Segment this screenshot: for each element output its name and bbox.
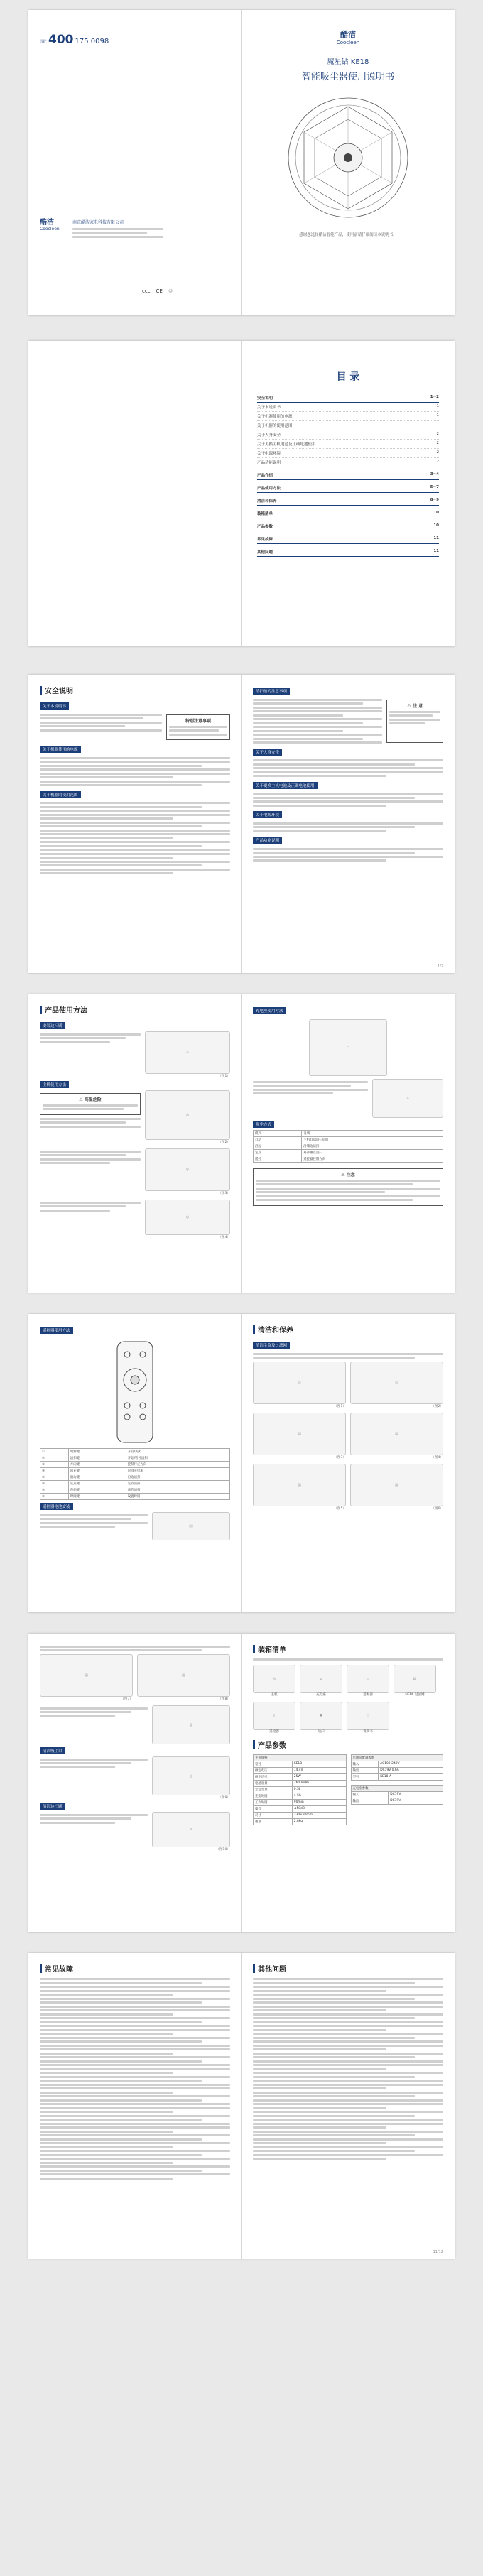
table-row: ⑧ 时间键 设置时间 <box>40 1494 230 1500</box>
toc-item[interactable]: 关于电源环境 2 <box>257 449 439 458</box>
remote-cleaning-spread <box>28 1314 455 1612</box>
warning-icon: ⚠ <box>341 1173 345 1178</box>
ccc-mark: ccc <box>142 288 151 294</box>
page-number: 1/2 <box>437 964 443 969</box>
table-row: 沿边 沿墙边清扫 <box>254 1143 443 1150</box>
sub-heading: 关于本说明书 <box>40 702 69 710</box>
table-row: ⑤ 沿边键 沿边清扫 <box>40 1474 230 1481</box>
other-questions-page <box>242 1953 455 2259</box>
sub-heading: 产品功能说明 <box>253 837 282 844</box>
sub-heading: 遥控器电池安装 <box>40 1503 73 1510</box>
safety-spread <box>28 675 455 973</box>
remote-icon: ▯ <box>253 1702 295 1730</box>
hotline-number: 175 0098 <box>75 38 109 45</box>
recycle-icon: ♲ <box>168 288 173 294</box>
ce-mark: CE <box>156 288 163 294</box>
charging-dock-diagram: ▭ <box>309 1019 387 1076</box>
table-row: 额定电压 14.4V <box>254 1767 347 1773</box>
toc-item[interactable]: 关于机器使用的电源 1 <box>257 412 439 421</box>
clean-mode-table: 模式 说明 自动 主机自动清扫房间 沿边 沿墙边清扫 定点 局部重点清扫 遥控 遥控器控制方向 <box>253 1130 443 1163</box>
notice-box: ⚠ 注意 <box>253 1168 443 1206</box>
sub-heading: 关于更换主机电池及正确电池使用 <box>253 782 318 789</box>
warning-icon: ⚠ <box>406 703 412 709</box>
table-row: ⑦ 预约键 预约清扫 <box>40 1487 230 1494</box>
sub-heading: 清洁尘盒及过滤网 <box>253 1342 290 1349</box>
sub-heading: 清洁边扫刷 <box>40 1803 65 1810</box>
table-row: 噪音 ≤58dB <box>254 1805 347 1812</box>
toc-item[interactable]: 关于人身安全 2 <box>257 430 439 440</box>
toc-item[interactable]: 关于更换主机电池及正确电池使用 2 <box>257 440 439 449</box>
section-header: 装箱清单 <box>253 1643 443 1654</box>
toc-item[interactable]: 装箱清单 10 <box>257 509 439 518</box>
usage-page-left: 产品使用方法 安装边扫刷 ⌀ （图1） 主机使用方法 ⚠ 高温危险 ◎ （图2） ◎ （图3） ◎ （图4） <box>28 994 242 1293</box>
brush-icon: ✱ <box>300 1702 342 1730</box>
toc-title: 目 录 <box>336 371 360 383</box>
dock-spec-table: 充电座参数 输入 DC19V 输出 DC19V <box>351 1785 444 1805</box>
sub-heading: 关于人身安全 <box>253 749 282 756</box>
toc-item[interactable]: 产品使用方法 5~7 <box>257 484 439 493</box>
filter-clean-illustration: ▤ <box>253 1413 346 1455</box>
remote-page <box>28 1314 242 1612</box>
main-spec-table: 主机规格 型号 KE18 额定电压 14.4V 额定功率 25W 电池容量 2600mAh 尘盒容量 0.5L 充电时间 4-5h 工作时间 90min 噪音 ≤58dB 尺寸 330×80mm 重量 2.8kg <box>253 1754 347 1825</box>
table-row: ② 清扫键 开始/暂停清扫 <box>40 1455 230 1462</box>
sub-heading: 吸尘方式 <box>253 1121 274 1128</box>
sub-heading: 安装边扫刷 <box>40 1022 65 1029</box>
toc-spread <box>28 341 455 646</box>
toc-item[interactable]: 常见故障 11 <box>257 535 439 544</box>
high-temp-warning: ⚠ 高温危险 <box>40 1093 141 1115</box>
sub-heading: 充电座使用方法 <box>253 1007 286 1014</box>
section-header: 常见故障 <box>40 1963 230 1974</box>
side-brush-clean-illustration: ⌀ <box>152 1812 230 1847</box>
toc-item[interactable]: 产品功能说明 2 <box>257 458 439 467</box>
table-row: ④ 回充键 返回充电座 <box>40 1468 230 1474</box>
faq-spread <box>28 1953 455 2259</box>
table-row: 工作时间 90min <box>254 1799 347 1805</box>
manual-icon: ▭ <box>347 1702 389 1730</box>
table-row: 型号 KE18 <box>254 1761 347 1767</box>
usage-page-right <box>242 994 455 1293</box>
filter-dry-illustration: ▤ <box>350 1464 443 1506</box>
table-row: 尺寸 330×80mm <box>254 1812 347 1818</box>
table-row: 型号 KE18-A <box>351 1773 443 1780</box>
cleaning-page: 清洁和保养 清洁尘盒及过滤网 ◎ （图1） ◎ （图2） ▤ （图3） ▤ （图4） ▤ （图5） ▤ （图6） <box>242 1314 455 1612</box>
toc-item[interactable]: 关于机器的使用范围 1 <box>257 421 439 430</box>
remote-buttons-table <box>40 1448 230 1500</box>
filter-reinstall-illustration: ▤ <box>137 1654 230 1697</box>
front-logo: 酷洁 Coocleen <box>336 30 360 45</box>
special-warning-box: 特别注意事项 <box>166 714 230 740</box>
toc-item[interactable]: 清洁和保养 8~9 <box>257 496 439 506</box>
toc-left-blank <box>28 341 242 646</box>
dustbin-reinstall-illustration: ▤ <box>40 1654 133 1697</box>
filter-wash-illustration: ▤ <box>253 1464 346 1506</box>
back-logo: 酷洁 Coocleen <box>40 219 60 232</box>
table-row: ③ 方向键 控制行走方向 <box>40 1462 230 1468</box>
dock-icon: ⌂ <box>300 1665 342 1693</box>
section-header: 清洁和保养 <box>253 1324 443 1335</box>
model-title: 魔星钻 KE18 <box>327 58 369 66</box>
toc-item[interactable]: 产品介绍 3~4 <box>257 471 439 480</box>
specs-spread <box>28 1634 455 1932</box>
manual-title: 智能吸尘器使用说明书 <box>301 72 394 82</box>
side-brush-illustration: ⌀ <box>145 1031 230 1074</box>
hotline <box>40 33 230 47</box>
table-row: 输出 DC19V <box>351 1798 443 1804</box>
table-row: 自动 主机自动清扫房间 <box>254 1137 443 1143</box>
sub-heading: 遥控器使用方法 <box>40 1327 73 1334</box>
table-row: 额定功率 25W <box>254 1773 347 1780</box>
front-cover <box>242 10 455 315</box>
adapter-icon: ⏚ <box>347 1665 389 1693</box>
dock-placement-illustration: ⌂ <box>372 1079 443 1118</box>
section-header: 产品参数 <box>253 1739 443 1750</box>
dustbin-remove-illustration: ◎ <box>253 1362 346 1404</box>
robot-top-illustration: ◎ <box>145 1090 230 1140</box>
filter-tap-illustration: ▤ <box>350 1413 443 1455</box>
troubleshooting-page <box>28 1953 242 2259</box>
table-row: 遥控 遥控器控制方向 <box>254 1156 443 1163</box>
company-name: 南京酷洁家电科技有限公司 <box>72 220 124 225</box>
toc-item[interactable]: 安全说明 1~2 <box>257 393 439 403</box>
cert-marks <box>142 288 173 294</box>
suction-port-illustration: ◎ <box>152 1756 230 1795</box>
sub-heading: 主机使用方法 <box>40 1081 69 1088</box>
packing-list: ◎ 主机 ⌂ 充电座 ⏚ 适配器 ▤ HEPA 过滤网 ▯ 遥控器 ✱ 边扫 ▭ 说明书 <box>253 1665 443 1735</box>
cover-spread <box>28 10 455 315</box>
robot-dock-illustration: ◎ <box>145 1200 230 1235</box>
safety-page-left <box>28 675 242 973</box>
sub-heading: 关于机器使用的电源 <box>40 746 81 753</box>
table-row: 输入 DC19V <box>351 1791 443 1798</box>
section-header: 其他问题 <box>253 1963 443 1974</box>
dustbin-open-illustration: ◎ <box>350 1362 443 1404</box>
table-row: 定点 局部重点清扫 <box>254 1150 443 1156</box>
filter-icon: ▤ <box>394 1665 436 1693</box>
battery-install-illustration: ▯▯ <box>152 1512 230 1540</box>
table-row: 充电时间 4-5h <box>254 1793 347 1799</box>
sub-heading: 关于机器的使用范围 <box>40 791 81 798</box>
toc-item[interactable]: 关于本说明书 1 <box>257 403 439 412</box>
sub-heading: 清洁吸尘口 <box>40 1747 65 1754</box>
adapter-spec-table: 电源适配器参数 输入 AC100-240V 输出 DC19V 0.6A 型号 KE18-A <box>351 1754 444 1781</box>
table-row: 尘盒容量 0.5L <box>254 1786 347 1793</box>
robot-icon: ◎ <box>253 1665 295 1693</box>
notice-box: ⚠ 注 意 <box>386 700 443 743</box>
table-row: 电池容量 2600mAh <box>254 1780 347 1786</box>
toc-item[interactable]: 其他问题 11 <box>257 548 439 557</box>
phone-icon: ☏ <box>40 38 48 45</box>
table-row: ⑥ 定点键 定点清扫 <box>40 1481 230 1487</box>
spec-page <box>242 1634 455 1932</box>
dustbin-close-illustration: ▤ <box>152 1705 230 1744</box>
page-number: 11/12 <box>433 2250 443 2254</box>
safety-page-right <box>242 675 455 973</box>
toc-page <box>242 341 455 646</box>
section-header: 安全说明 <box>40 685 230 695</box>
section-header: 产品使用方法 <box>40 1004 230 1015</box>
warning-icon: ⚠ <box>79 1097 83 1102</box>
usage-spread <box>28 994 455 1293</box>
toc-item[interactable]: 产品参数 10 <box>257 522 439 531</box>
hotline-prefix: 400 <box>48 33 74 47</box>
table-row: 重量 2.8kg <box>254 1818 347 1825</box>
remote-control-illustration <box>110 1339 160 1445</box>
maintenance-page: ▤ （图7） ▤ （图8） ▤ 清洁吸尘口 ◎ （图9） 清洁边扫刷 ⌀ （图10） <box>28 1634 242 1932</box>
sub-heading: 清扫前的注意事项 <box>253 688 290 695</box>
back-cover <box>28 10 242 315</box>
table-row: 输出 DC19V 0.6A <box>351 1767 443 1773</box>
table-row: ① 电源键 开启/关闭 <box>40 1449 230 1455</box>
robot-vacuum-illustration <box>284 94 412 222</box>
robot-button-illustration: ◎ <box>145 1148 230 1191</box>
cover-tagline: 感谢您选择酷洁智能产品，使用前请仔细阅读本说明书。 <box>299 233 397 237</box>
sub-heading: 关于电源环境 <box>253 811 282 818</box>
table-row: 输入 AC100-240V <box>351 1761 443 1767</box>
company-info <box>72 226 179 239</box>
toc-list <box>257 393 439 557</box>
